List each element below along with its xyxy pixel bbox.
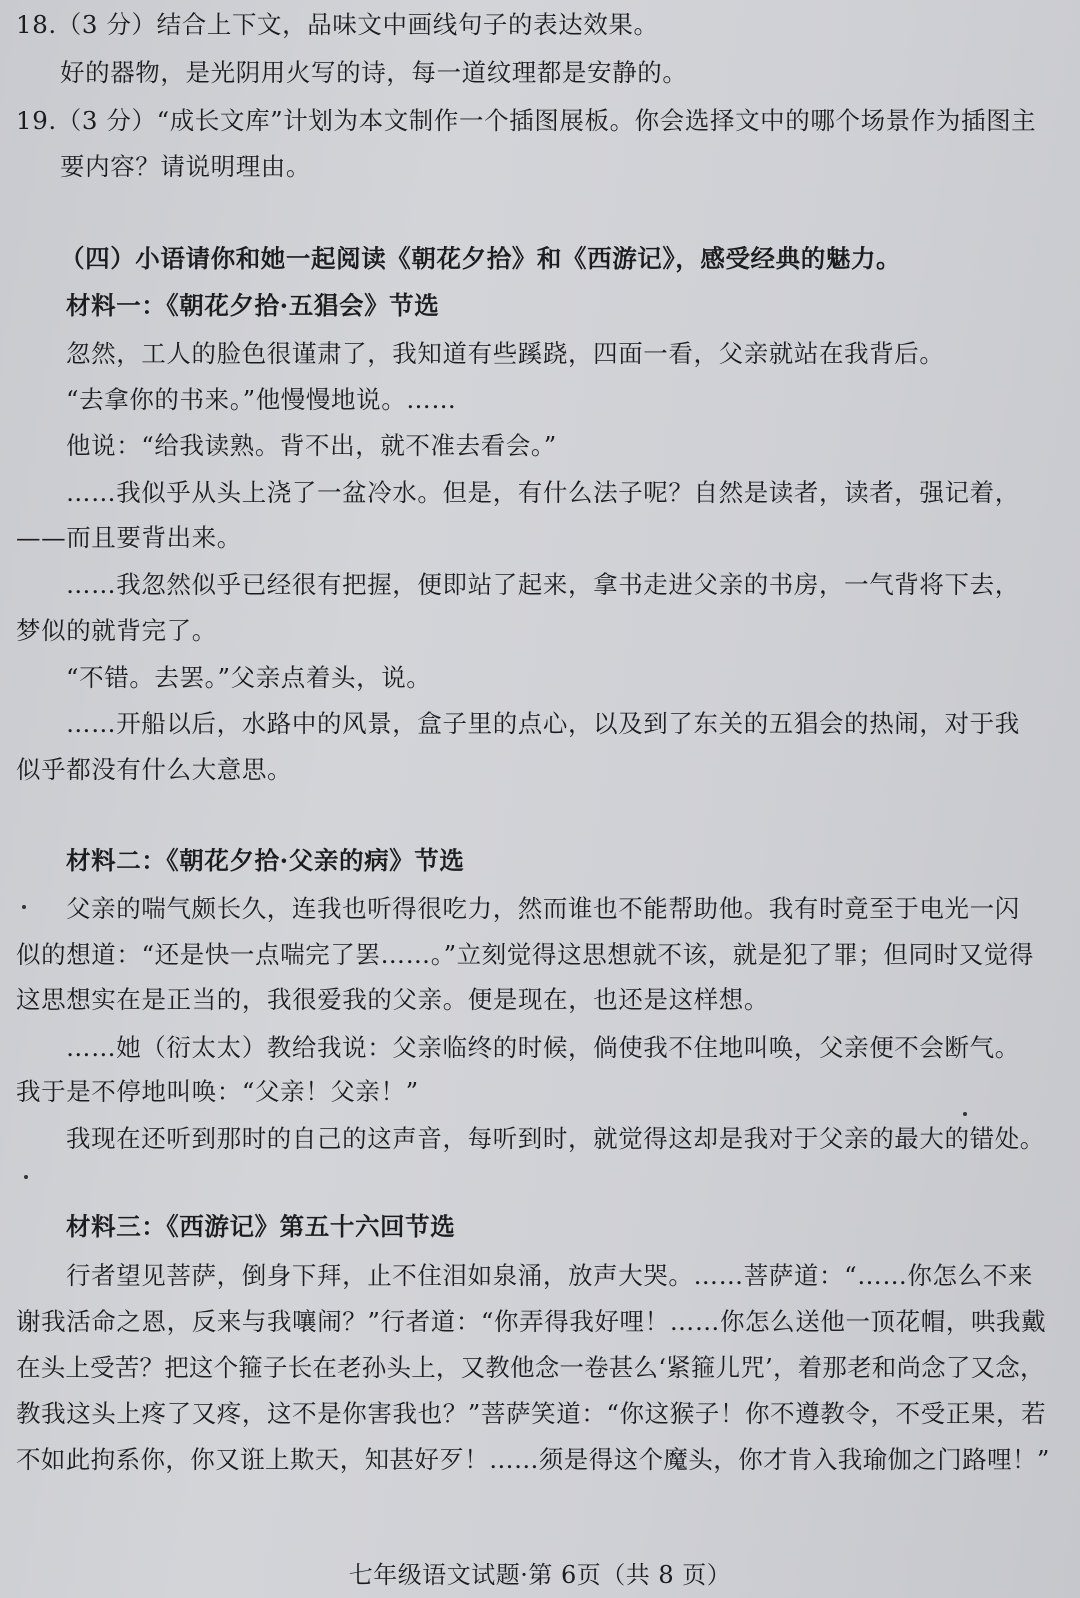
question-18-quoted-sentence: 好的器物，是光阴用火写的诗，每一道纹理都是安静的。 [60, 58, 688, 87]
material-1-line: ——而且要背出来。 [16, 523, 242, 552]
material-3-line: 行者望见菩萨，倒身下拜，止不住泪如泉涌，放声大哭。……菩萨道：“……你怎么不来 [66, 1261, 1033, 1290]
material-1-line: ……我似乎从头上浇了一盆冷水。但是，有什么法子呢？自然是读者，读者，强记着， [66, 478, 1020, 507]
question-19-stem-line-1: 19.（3 分）“成长文库”计划为本文制作一个插图展板。你会选择文中的哪个场景作为插图主 [16, 106, 1037, 135]
material-1-line: “不错。去罢。”父亲点着头，说。 [66, 663, 432, 692]
material-1-line: ……我忽然似乎已经很有把握，便即站了起来，拿书走进父亲的书房，一气背将下去， [66, 570, 1020, 599]
print-speck [24, 1175, 28, 1179]
material-2-line: 似的想道：“还是快一点喘完了罢……。”立刻觉得这思想就不该，就是犯了罪；但同时又觉得 [16, 940, 1034, 969]
material-1-line: 忽然，工人的脸色很谨肃了，我知道有些蹊跷，四面一看，父亲就站在我背后。 [66, 339, 945, 368]
material-2-line: 这思想实在是正当的，我很爱我的父亲。便是现在，也还是这样想。 [16, 985, 769, 1014]
print-speck [963, 1112, 967, 1116]
material-3-line: 谢我活命之恩，反来与我嚷闹？”行者道：“你弄得我好哩！……你怎么送他一顶花帽，哄我戴 [16, 1307, 1047, 1336]
material-3-line: 不如此拘系你，你又诳上欺天，知甚好歹！……须是得这个魔头，你才肯入我瑜伽之门路哩！” [16, 1445, 1050, 1474]
material-2-line: 我于是不停地叫唤：“父亲！父亲！” [16, 1077, 419, 1106]
material-1-line: 梦似的就背完了。 [16, 616, 217, 645]
page-footer: 七年级语文试题·第 6页（共 8 页） [348, 1561, 732, 1589]
question-18-stem: 18.（3 分）结合上下文，品味文中画线句子的表达效果。 [16, 10, 659, 39]
material-1-line: 他说：“给我读熟。背不出，就不准去看会。” [66, 431, 557, 460]
material-2-line: 父亲的喘气颇长久，连我也听得很吃力，然而谁也不能帮助他。我有时竟至于电光一闪 [66, 894, 1020, 923]
print-speck [22, 905, 26, 909]
material-2-title: 材料二：《朝花夕拾·父亲的病》节选 [66, 846, 465, 875]
material-1-line: ……开船以后，水路中的风景，盒子里的点心，以及到了东关的五猖会的热闹，对于我 [66, 709, 1020, 738]
material-3-title: 材料三：《西游记》第五十六回节选 [66, 1212, 456, 1241]
question-19-stem-line-2: 要内容？请说明理由。 [60, 152, 311, 181]
material-1-title: 材料一：《朝花夕拾·五猖会》节选 [66, 291, 440, 320]
material-2-line: ……她（衍太太）教给我说：父亲临终的时候，倘使我不住地叫唤，父亲便不会断气。 [66, 1033, 1020, 1062]
material-3-line: 教我这头上疼了又疼，这不是你害我也？”菩萨笑道：“你这猴子！你不遵教令，不受正果，若 [16, 1399, 1047, 1428]
material-3-line: 在头上受苦？把这个箍子长在老孙头上，又教他念一卷甚么‘紧箍儿咒’，着那老和尚念了又念， [16, 1353, 1045, 1382]
material-1-line: 似乎都没有什么大意思。 [16, 755, 293, 784]
material-2-line: 我现在还听到那时的自己的这声音，每听到时，就觉得这却是我对于父亲的最大的错处。 [66, 1124, 1045, 1153]
material-1-line: “去拿你的书来。”他慢慢地说。…… [66, 385, 457, 414]
section-4-heading: （四）小语请你和她一起阅读《朝花夕拾》和《西游记》，感受经典的魅力。 [60, 244, 902, 273]
